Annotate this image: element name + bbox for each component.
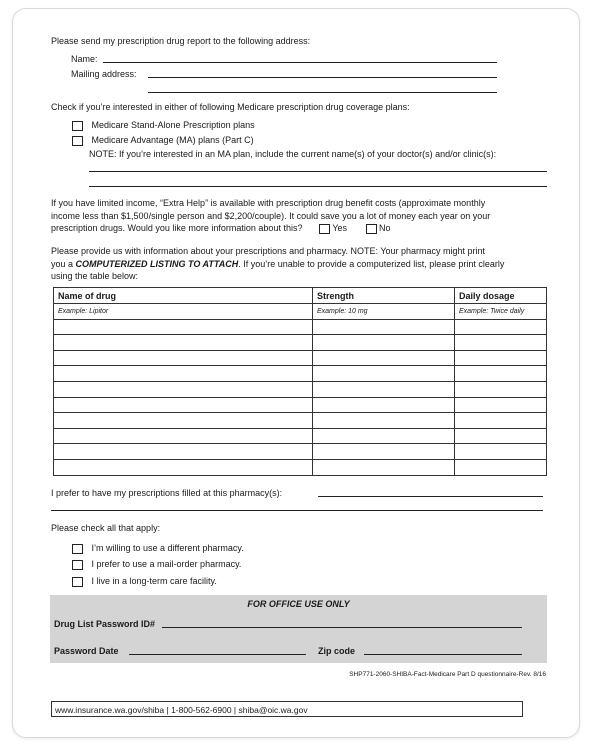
strength-cell[interactable] bbox=[313, 319, 455, 335]
table-row[interactable] bbox=[54, 366, 547, 382]
dosage-cell[interactable] bbox=[455, 381, 547, 397]
name-field[interactable] bbox=[103, 62, 497, 63]
pharmacy-prefer-label: I prefer to have my prescriptions filled at this pharmacy(s): bbox=[51, 488, 283, 498]
example-row bbox=[54, 304, 547, 320]
table-row[interactable] bbox=[54, 319, 547, 335]
doctor-field-2[interactable] bbox=[89, 186, 547, 187]
strength-cell[interactable] bbox=[313, 381, 455, 397]
computerized-listing-emphasis: COMPUTERIZED LISTING TO ATTACH bbox=[75, 258, 239, 269]
zip-code-field[interactable] bbox=[364, 654, 522, 655]
yes-checkbox[interactable] bbox=[319, 224, 330, 234]
strength-cell[interactable] bbox=[313, 366, 455, 382]
mail-order-option[interactable] bbox=[72, 558, 241, 570]
check-all-label: Please check all that apply: bbox=[51, 523, 161, 533]
table-row[interactable] bbox=[54, 459, 547, 475]
table-row[interactable] bbox=[54, 397, 547, 413]
header-daily-dosage: Daily dosage bbox=[455, 288, 547, 304]
yes-label: Yes bbox=[332, 223, 348, 233]
footer-contact: www.insurance.wa.gov/shiba | 1-800-562-6900 | shiba@oic.wa.gov bbox=[51, 701, 523, 717]
provide-info-line-2-pre: you a bbox=[51, 258, 76, 269]
extra-help-yes-option[interactable] bbox=[319, 223, 347, 233]
name-label: Name: bbox=[71, 54, 98, 64]
password-date-label: Password Date bbox=[54, 646, 119, 656]
strength-cell[interactable] bbox=[313, 428, 455, 444]
mailing-address-label: Mailing address: bbox=[71, 69, 137, 79]
provide-info-text bbox=[51, 245, 551, 283]
strength-cell[interactable] bbox=[313, 413, 455, 429]
strength-cell[interactable] bbox=[313, 444, 455, 460]
drug-cell[interactable] bbox=[54, 381, 313, 397]
plan-option-advantage[interactable] bbox=[72, 134, 254, 146]
no-label: No bbox=[379, 223, 391, 233]
provide-info-line-1: Please provide us with information about your prescriptions and pharmacy. NOTE: Your pharmacy might print bbox=[51, 246, 486, 256]
dosage-cell[interactable] bbox=[455, 428, 547, 444]
plans-intro: Check if you’re interested in either of following Medicare prescription drug coverage plans: bbox=[51, 102, 410, 112]
dosage-cell[interactable] bbox=[455, 444, 547, 460]
dosage-cell[interactable] bbox=[455, 350, 547, 366]
different-pharmacy-option[interactable] bbox=[72, 542, 244, 554]
drug-cell[interactable] bbox=[54, 459, 313, 475]
dosage-cell[interactable] bbox=[455, 459, 547, 475]
table-row[interactable] bbox=[54, 428, 547, 444]
ma-note: NOTE: If you’re interested in an MA plan, include the current name(s) of your doctor(s) and/or clinic(s): bbox=[89, 149, 497, 159]
mailing-address-field-2[interactable] bbox=[148, 92, 497, 93]
mailing-address-field-1[interactable] bbox=[148, 77, 497, 78]
long-term-care-label: I live in a long-term care facility. bbox=[91, 576, 217, 586]
table-header-row bbox=[54, 288, 547, 304]
pharmacy-field-1[interactable] bbox=[318, 496, 543, 497]
plan-option-standalone[interactable] bbox=[72, 119, 255, 131]
example-strength: Example: 10 mg bbox=[313, 304, 455, 320]
extra-help-line-3: prescription drugs. Would you like more information about this? bbox=[51, 223, 303, 233]
strength-cell[interactable] bbox=[313, 350, 455, 366]
table-row[interactable] bbox=[54, 381, 547, 397]
standalone-checkbox[interactable] bbox=[72, 121, 83, 131]
drug-cell[interactable] bbox=[54, 428, 313, 444]
password-id-field[interactable] bbox=[162, 627, 522, 628]
strength-cell[interactable] bbox=[313, 335, 455, 351]
header-strength: Strength bbox=[313, 288, 455, 304]
table-row[interactable] bbox=[54, 350, 547, 366]
dosage-cell[interactable] bbox=[455, 413, 547, 429]
provide-info-line-2-post: . If you’re unable to provide a computerized list, please print clearly bbox=[238, 258, 505, 269]
dosage-cell[interactable] bbox=[455, 319, 547, 335]
drug-cell[interactable] bbox=[54, 413, 313, 429]
long-term-care-checkbox[interactable] bbox=[72, 577, 83, 587]
example-dosage: Example: Twice daily bbox=[455, 304, 547, 320]
drug-table bbox=[53, 287, 547, 476]
dosage-cell[interactable] bbox=[455, 366, 547, 382]
dosage-cell[interactable] bbox=[455, 335, 547, 351]
password-id-label: Drug List Password ID# bbox=[54, 619, 156, 629]
header-name-of-drug: Name of drug bbox=[54, 288, 313, 304]
advantage-checkbox[interactable] bbox=[72, 136, 83, 146]
dosage-cell[interactable] bbox=[455, 397, 547, 413]
form-id: SHP771-2060-SHIBA-Fact-Medicare Part D questionnaire-Rev. 8/16 bbox=[349, 671, 546, 678]
drug-cell[interactable] bbox=[54, 350, 313, 366]
office-use-title: FOR OFFICE USE ONLY bbox=[247, 599, 350, 609]
table-row[interactable] bbox=[54, 444, 547, 460]
strength-cell[interactable] bbox=[313, 459, 455, 475]
different-pharmacy-label: I’m willing to use a different pharmacy. bbox=[91, 543, 244, 553]
doctor-field-1[interactable] bbox=[89, 171, 547, 172]
long-term-care-option[interactable] bbox=[72, 575, 217, 587]
no-checkbox[interactable] bbox=[366, 224, 377, 234]
drug-cell[interactable] bbox=[54, 366, 313, 382]
provide-info-line-3: using the table below: bbox=[51, 271, 139, 281]
extra-help-text bbox=[51, 197, 551, 235]
example-drug: Example: Lipitor bbox=[54, 304, 313, 320]
address-intro: Please send my prescription drug report to the following address: bbox=[51, 36, 311, 46]
pharmacy-field-2[interactable] bbox=[51, 510, 543, 511]
table-row[interactable] bbox=[54, 335, 547, 351]
mail-order-label: I prefer to use a mail-order pharmacy. bbox=[91, 559, 242, 569]
drug-cell[interactable] bbox=[54, 444, 313, 460]
extra-help-line-2: income less than $1,500/single person and $2,200/couple). It could save you a lot of money each year on your bbox=[51, 210, 491, 221]
strength-cell[interactable] bbox=[313, 397, 455, 413]
drug-cell[interactable] bbox=[54, 319, 313, 335]
extra-help-line-1: If you have limited income, “Extra Help” is available with prescription drug benefit costs (approximate monthly bbox=[51, 198, 486, 208]
mail-order-checkbox[interactable] bbox=[72, 560, 83, 570]
drug-cell[interactable] bbox=[54, 335, 313, 351]
extra-help-no-option[interactable] bbox=[366, 223, 391, 233]
different-pharmacy-checkbox[interactable] bbox=[72, 544, 83, 554]
advantage-label: Medicare Advantage (MA) plans (Part C) bbox=[91, 135, 254, 145]
zip-code-label: Zip code bbox=[318, 646, 356, 656]
password-date-field[interactable] bbox=[129, 654, 306, 655]
drug-cell[interactable] bbox=[54, 397, 313, 413]
table-row[interactable] bbox=[54, 413, 547, 429]
standalone-label: Medicare Stand-Alone Prescription plans bbox=[91, 120, 255, 130]
